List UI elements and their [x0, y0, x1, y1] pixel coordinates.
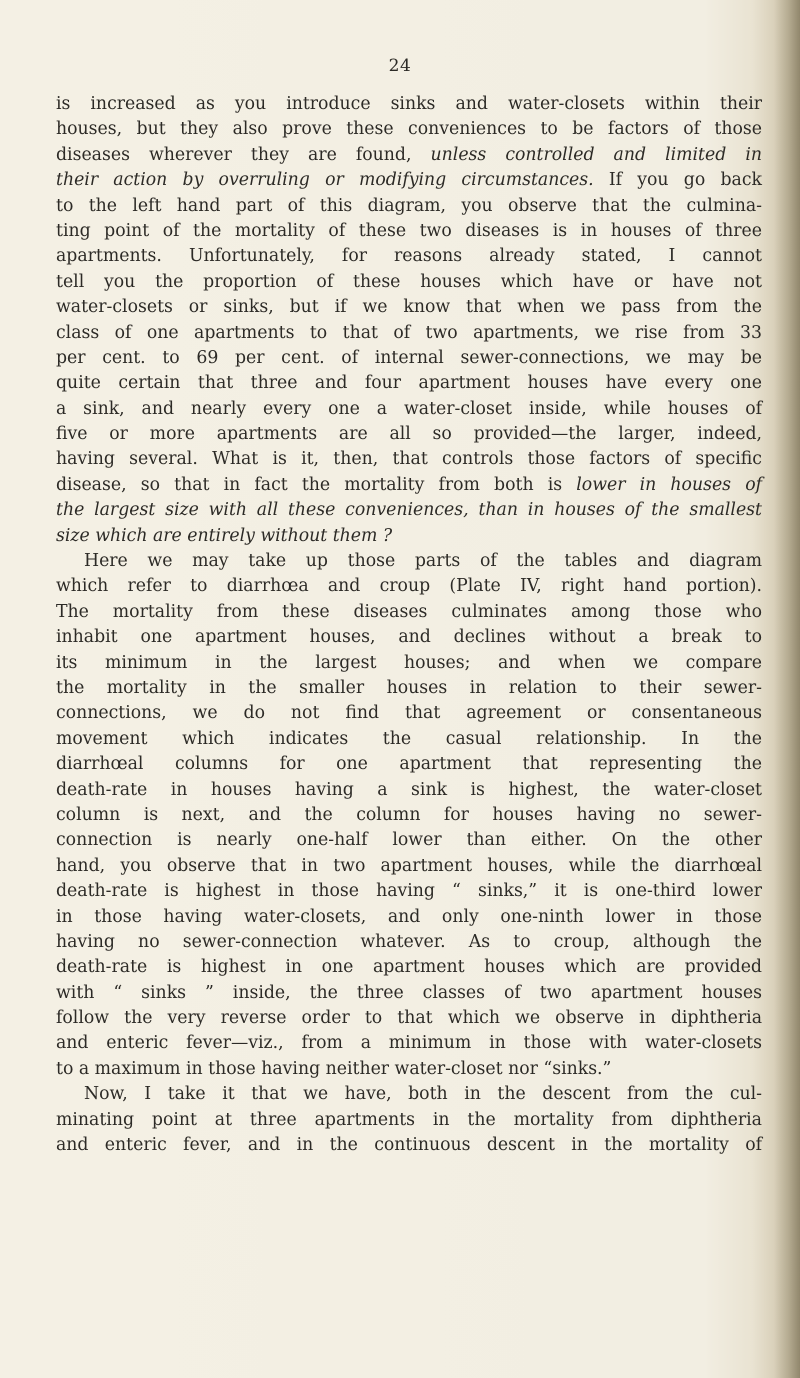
- page-number: 24: [388, 56, 412, 76]
- text-line: [56, 803, 762, 828]
- text-line: [56, 1133, 762, 1158]
- text-span: Now, I take it that we have, both in the descent from the cul-: [84, 1084, 762, 1105]
- text-line: [56, 524, 762, 549]
- text-line: [56, 905, 762, 930]
- text-line: [56, 92, 762, 117]
- text-line: [56, 752, 762, 777]
- text-line: [56, 828, 762, 853]
- italic-text: unless controlled and limited in: [430, 144, 762, 165]
- text-line: [56, 219, 762, 244]
- italic-text: lower in houses of: [576, 474, 762, 495]
- text-span: column is next, and the column for houses having no sewer-: [56, 804, 762, 825]
- text-line: [56, 244, 762, 269]
- text-span: connections, we do not find that agreement or consentaneous: [56, 703, 762, 724]
- text-span: a sink, and nearly every one a water-closet inside, while houses of: [56, 398, 762, 419]
- text-line: [56, 117, 762, 142]
- text-span: with “ sinks ” inside, the three classes of two apartment houses: [56, 982, 762, 1003]
- text-span: in those having water-closets, and only one-ninth lower in those: [56, 906, 762, 927]
- text-line: [56, 143, 762, 168]
- text-span: The mortality from these diseases culminates among those who: [56, 601, 762, 622]
- text-line: [56, 321, 762, 346]
- text-span: If you go back: [593, 170, 762, 191]
- text-line: [56, 1057, 762, 1082]
- text-span: movement which indicates the casual relationship. In the: [56, 728, 762, 749]
- text-span: follow the very reverse order to that which we observe in diphtheria: [56, 1008, 762, 1029]
- body-text: [56, 92, 762, 1158]
- text-line: [56, 778, 762, 803]
- text-span: its minimum in the largest houses; and when we compare: [56, 652, 762, 673]
- text-line: [56, 930, 762, 955]
- text-span: and enteric fever—viz., from a minimum in those with water-closets: [56, 1033, 762, 1054]
- text-span: class of one apartments to that of two apartments, we rise from 33: [56, 322, 762, 343]
- text-span: having several. What is it, then, that controls those factors of specific: [56, 449, 762, 470]
- text-span: hand, you observe that in two apartment houses, while the diarrhœal: [56, 855, 762, 876]
- text-span: apartments. Unfortunately, for reasons already stated, I cannot: [56, 246, 762, 267]
- text-line: [56, 955, 762, 980]
- text-span: and enteric fever, and in the continuous descent in the mortality of: [56, 1135, 762, 1156]
- text-span: Here we may take up those parts of the tables and diagram: [84, 551, 762, 572]
- text-line: [56, 473, 762, 498]
- text-span: connection is nearly one-half lower than either. On the other: [56, 830, 762, 851]
- text-span: inhabit one apartment houses, and declines without a break to: [56, 627, 762, 648]
- text-span: to a maximum in those having neither water-closet nor “sinks.”: [56, 1058, 612, 1079]
- text-line: [56, 676, 762, 701]
- text-span: to the left hand part of this diagram, you observe that the culmina-: [56, 195, 762, 216]
- italic-text: size which are entirely without them ?: [56, 525, 393, 546]
- text-line: [56, 625, 762, 650]
- text-line: [56, 422, 762, 447]
- text-line: [56, 447, 762, 472]
- text-span: is increased as you introduce sinks and water-closets within their: [56, 94, 762, 114]
- text-span: diseases wherever they are found,: [56, 144, 431, 165]
- text-line: [56, 727, 762, 752]
- text-span: which refer to diarrhœa and croup (Plate IV, right hand portion).: [56, 576, 762, 597]
- text-line: [56, 701, 762, 726]
- italic-text: their action by overruling or modifying circumstances.: [56, 170, 594, 191]
- text-line: [56, 397, 762, 422]
- text-line: [56, 981, 762, 1006]
- text-span: death-rate is highest in those having “ sinks,” it is one-third lower: [56, 881, 762, 902]
- text-line: [56, 879, 762, 904]
- text-line: [56, 600, 762, 625]
- text-line: [56, 270, 762, 295]
- text-line: [56, 168, 762, 193]
- text-span: houses, but they also prove these conveniences to be factors of those: [56, 119, 762, 140]
- italic-text: the largest size with all these conveniences, than in houses of the smallest: [56, 500, 762, 521]
- text-line: [56, 854, 762, 879]
- text-line: [56, 346, 762, 371]
- text-span: five or more apartments are all so provided—the larger, indeed,: [56, 424, 762, 445]
- text-line: [56, 498, 762, 523]
- text-line: [56, 574, 762, 599]
- text-line: [56, 1031, 762, 1056]
- text-line: [56, 194, 762, 219]
- text-span: disease, so that in fact the mortality from both is: [56, 474, 577, 495]
- text-span: having no sewer-connection whatever. As to croup, although the: [56, 931, 762, 952]
- text-line: [56, 1108, 762, 1133]
- text-span: quite certain that three and four apartment houses have every one: [56, 373, 762, 394]
- text-line: [56, 371, 762, 396]
- text-span: death-rate is highest in one apartment houses which are provided: [56, 957, 762, 978]
- text-span: minating point at three apartments in the mortality from diphtheria: [56, 1109, 762, 1130]
- text-line: [56, 549, 762, 574]
- text-span: ting point of the mortality of these two diseases is in houses of three: [56, 220, 762, 241]
- text-line: [56, 295, 762, 320]
- text-line: [56, 1082, 762, 1107]
- text-span: tell you the proportion of these houses which have or have not: [56, 271, 762, 292]
- text-span: the mortality in the smaller houses in relation to their sewer-: [56, 677, 762, 698]
- page-edge-shadow: [774, 0, 800, 1378]
- text-line: [56, 1006, 762, 1031]
- text-span: water-closets or sinks, but if we know that when we pass from the: [56, 297, 762, 318]
- text-line: [56, 651, 762, 676]
- text-span: death-rate in houses having a sink is highest, the water-closet: [56, 779, 762, 800]
- text-span: diarrhœal columns for one apartment that representing the: [56, 754, 762, 775]
- text-span: per cent. to 69 per cent. of internal sewer-connections, we may be: [56, 347, 762, 368]
